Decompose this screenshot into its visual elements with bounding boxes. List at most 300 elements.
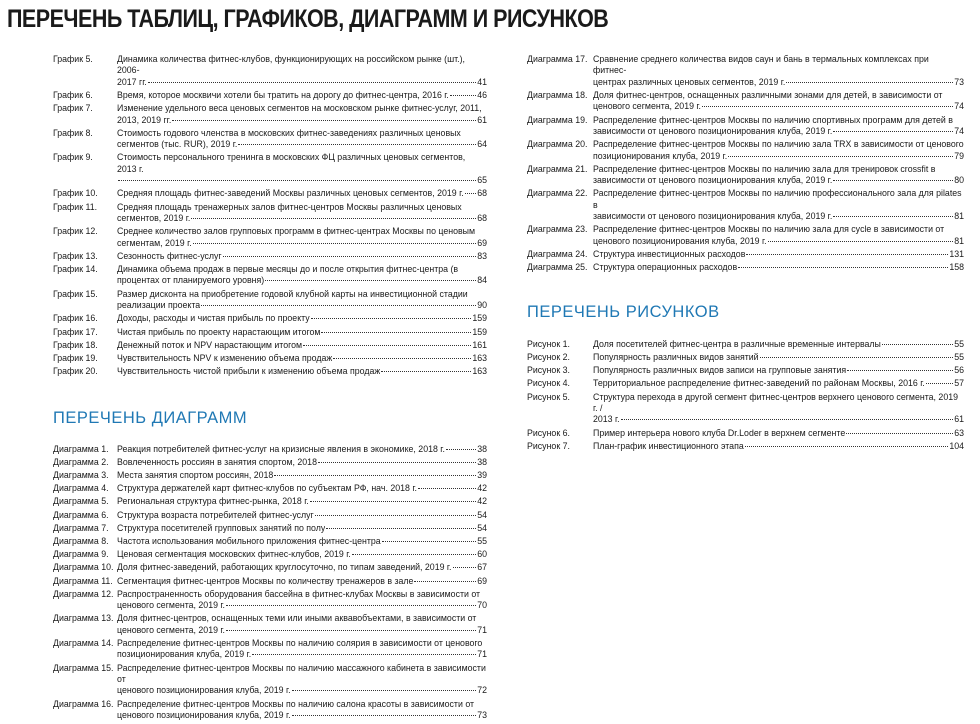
left-column (53, 54, 487, 723)
toc-entry[interactable] (53, 638, 487, 661)
entry-number: Диаграмма 13. (53, 613, 114, 624)
entry-number: График 11. (53, 201, 98, 212)
entry-body (117, 444, 487, 455)
entry-title-end (593, 428, 964, 439)
entry-title: Изменение удельного веса ценовых сегментов на московском рынке фитнес-услуг, 2011, (117, 103, 482, 114)
entry-body (117, 188, 487, 199)
page-number: 56 (954, 365, 964, 376)
entry-title-end (117, 483, 487, 494)
entry-title-tail: Чистая прибыль по проекту нарастающим итогом (117, 326, 321, 337)
dot-leader (191, 218, 476, 219)
entry-title-end (593, 126, 964, 137)
dot-leader (310, 501, 476, 502)
entry-title: Доля фитнес-центров, оснащенных различными зонами для детей, в зависимости от (593, 90, 943, 101)
entry-number: Диаграмма 21. (527, 163, 588, 174)
toc-entry[interactable] (53, 523, 487, 534)
entry-body (117, 103, 487, 126)
entry-body (117, 128, 487, 151)
entry-title-tail: План-график инвестиционного этапа (593, 440, 744, 451)
toc-entry[interactable] (527, 139, 964, 162)
toc-entry[interactable] (53, 663, 487, 697)
toc-entry[interactable] (53, 576, 487, 587)
toc-entry[interactable] (527, 262, 964, 273)
entry-body (117, 353, 487, 364)
page-number: 71 (477, 624, 487, 635)
entry-title-tail: Денежный поток и NPV нарастающим итогом (117, 339, 303, 350)
entry-title-end (117, 470, 487, 481)
toc-entry[interactable] (527, 224, 964, 247)
entry-title-tail: Места занятия спортом россиян, 2018 (117, 469, 274, 480)
toc-entry[interactable] (53, 226, 487, 249)
entry-title-end (117, 353, 487, 364)
toc-entry[interactable] (53, 562, 487, 573)
toc-entry[interactable] (53, 54, 487, 88)
entry-number: Диаграмма 12. (53, 588, 114, 599)
entry-title-tail: Региональная структура фитнес-рынка, 2018 г. (117, 496, 309, 507)
entry-title-tail: сегментов (тыс. RUR), 2019 г. (117, 139, 238, 150)
dot-leader (311, 318, 472, 319)
entry-title-tail: Вовлеченность россиян в занятия спортом, 2018 (117, 456, 317, 467)
entry-number: Рисунок 1. (527, 338, 570, 349)
toc-entry[interactable] (53, 152, 487, 186)
entry-body (593, 188, 964, 222)
dot-leader (926, 383, 953, 384)
entry-body (593, 428, 964, 439)
entry-number: Диаграмма 2. (53, 456, 109, 467)
toc-entry[interactable] (53, 699, 487, 722)
page-number: 70 (477, 600, 487, 611)
entry-number: Диаграмма 10. (53, 562, 114, 573)
entry-number: График 12. (53, 226, 98, 237)
entry-title-tail: Структура инвестиционных расходов (593, 249, 746, 260)
page-number: 68 (477, 213, 487, 224)
page-number: 39 (477, 469, 487, 480)
entry-title-tail: ценового сегмента, 2019 г. (117, 624, 226, 635)
dot-leader (621, 419, 954, 420)
entry-body (117, 366, 487, 377)
entry-title-end (593, 77, 964, 88)
entry-title: Распространенность оборудования бассейна в фитнес-клубах Москвы в зависимости от (117, 588, 481, 599)
entry-title-tail: Частота использования мобильного приложения фитнес-центра (117, 535, 381, 546)
toc-entry[interactable] (53, 470, 487, 481)
entry-title-tail: Чувствительность NPV к изменению объема продаж (117, 352, 333, 363)
entry-title: Динамика количества фитнес-клубов, функционирующих на российском рынке (шт.), 2006- (117, 54, 465, 76)
entry-title-tail: 2017 гг. (117, 76, 147, 87)
entry-title-tail: Популярность различных видов записи на групповые занятия (593, 365, 847, 376)
entry-body (117, 523, 487, 534)
page-number: 55 (954, 338, 964, 349)
page-title: ПЕРЕЧЕНЬ ТАБЛИЦ, ГРАФИКОВ, ДИАГРАММ И РИСУНКОВ (7, 5, 609, 33)
entry-number: График 14. (53, 264, 98, 275)
dot-leader (833, 131, 953, 132)
dot-leader (292, 715, 477, 716)
entry-title-tail: Ценовая сегментация московских фитнес-клубов, 2019 г. (117, 549, 351, 560)
entry-title-tail: ценового сегмента, 2019 г. (117, 600, 226, 611)
entry-body (117, 483, 487, 494)
entry-body (117, 202, 487, 225)
entry-number: График 7. (53, 103, 93, 114)
dot-leader (768, 241, 954, 242)
entry-title-end (593, 151, 964, 162)
entry-title-end (593, 352, 964, 363)
toc-entry[interactable] (53, 483, 487, 494)
entry-number: Диаграмма 6. (53, 509, 109, 520)
entry-body (593, 115, 964, 138)
toc-entry[interactable] (527, 392, 964, 426)
page-number: 79 (954, 150, 964, 161)
page-number: 84 (477, 275, 487, 286)
entry-body (117, 510, 487, 521)
entry-title-tail: Структура посетителей групповых занятий по полу (117, 522, 326, 533)
dot-leader (223, 256, 477, 257)
page-number: 163 (472, 366, 487, 377)
entry-title-end (117, 238, 487, 249)
entry-number: Диаграмма 4. (53, 483, 109, 494)
page-number: 74 (954, 101, 964, 112)
entry-title-end (117, 115, 487, 126)
page-number: 54 (477, 522, 487, 533)
entry-title-tail: реализации проекта (117, 300, 201, 311)
entry-title-end (117, 600, 487, 611)
entry-number: Диаграмма 7. (53, 522, 109, 533)
diagrams-heading: ПЕРЕЧЕНЬ ДИАГРАММ (53, 408, 248, 427)
dot-leader (382, 541, 477, 542)
entry-body (117, 457, 487, 468)
page-number: 104 (949, 440, 964, 451)
entry-title-tail: Реакция потребителей фитнес-услуг на кризисные явления в экономике, 2018 г. (117, 443, 445, 454)
dot-leader (333, 358, 471, 359)
page-number: 81 (954, 211, 964, 222)
page-number: 42 (477, 483, 487, 494)
entry-body (117, 264, 487, 287)
toc-entry[interactable] (527, 164, 964, 187)
page-number: 74 (954, 126, 964, 137)
entry-title-end (117, 444, 487, 455)
entry-number: График 17. (53, 326, 98, 337)
entry-title-tail: позиционирования клуба, 2019 г. (117, 649, 252, 660)
entry-title-end (117, 188, 487, 199)
entry-title-end (117, 685, 487, 696)
toc-entry[interactable] (53, 536, 487, 547)
entry-number: График 10. (53, 188, 98, 199)
entry-number: График 20. (53, 366, 98, 377)
entry-title-end (117, 90, 487, 101)
page-number: 73 (477, 710, 487, 720)
entry-number: Диаграмма 1. (53, 443, 109, 454)
entry-title-end (593, 441, 964, 452)
entry-body (117, 251, 487, 262)
toc-entry[interactable] (53, 613, 487, 636)
right-column (527, 54, 964, 454)
entry-number: Диаграмма 25. (527, 262, 588, 273)
entry-title-tail: 2013 г. (593, 414, 620, 425)
toc-entry[interactable] (527, 365, 964, 376)
entry-body (117, 470, 487, 481)
toc-entry[interactable] (53, 264, 487, 287)
entry-title-end (593, 262, 964, 273)
toc-entry[interactable] (53, 128, 487, 151)
page-number: 83 (477, 250, 487, 261)
entry-body (117, 638, 487, 661)
entry-title-end (117, 710, 487, 721)
dot-leader (418, 488, 476, 489)
entry-title-end (117, 313, 487, 324)
entry-title-tail: зависимости от ценового позиционирования клуба, 2019 г. (593, 175, 833, 186)
entry-title: Распределение фитнес-центров Москвы по наличию салона красоты в зависимости от (117, 698, 475, 709)
toc-entry[interactable] (527, 249, 964, 260)
dot-leader (446, 449, 476, 450)
entry-title-end (117, 77, 487, 88)
page-number: 55 (477, 535, 487, 546)
entry-body (593, 262, 964, 273)
entry-title-end (593, 101, 964, 112)
dot-leader (702, 106, 953, 107)
toc-entry[interactable] (53, 457, 487, 468)
entry-title-end (593, 339, 964, 350)
entry-title-end (117, 510, 487, 521)
entry-title-end (117, 536, 487, 547)
entry-number: Рисунок 7. (527, 440, 570, 451)
dot-leader (352, 554, 476, 555)
page-number: 72 (477, 685, 487, 696)
page-number: 163 (472, 352, 487, 363)
page-number: 61 (477, 114, 487, 125)
entry-title: Распределение фитнес-центров Москвы по наличию солярия в зависимости от ценового (117, 637, 483, 648)
dot-leader (786, 82, 953, 83)
entry-number: График 15. (53, 288, 98, 299)
entry-title-end (117, 251, 487, 262)
entry-title-end (117, 275, 487, 286)
entry-title-end (593, 414, 964, 425)
entry-title: Сравнение среднего количества видов саун и бань в термальных комплексах при фитнес- (593, 54, 929, 76)
entry-number: Диаграмма 20. (527, 139, 588, 150)
page-number: 57 (954, 378, 964, 389)
dot-leader (738, 267, 948, 268)
entry-title-end (117, 562, 487, 573)
pictures-list (527, 339, 964, 452)
toc-entry[interactable] (53, 353, 487, 364)
entry-title-tail: ценового позиционирования клуба, 2019 г. (593, 235, 767, 246)
entry-number: Рисунок 2. (527, 351, 570, 362)
dot-leader (303, 345, 471, 346)
entry-title-tail: ценового позиционирования клуба, 2019 г. (117, 685, 291, 696)
entry-title-tail: Структура возраста потребителей фитнес-услуг (117, 509, 314, 520)
entry-title-end (117, 549, 487, 560)
page-number: 61 (954, 414, 964, 425)
dot-leader (238, 144, 476, 145)
entry-number: График 9. (53, 152, 93, 163)
entry-number: Рисунок 5. (527, 391, 570, 402)
entry-body (593, 164, 964, 187)
entry-number: Диаграмма 23. (527, 224, 588, 235)
entry-body (117, 340, 487, 351)
toc-entry[interactable] (53, 90, 487, 101)
entry-title: Средняя площадь тренажерных залов фитнес-центров Москвы различных ценовых (117, 201, 462, 212)
entry-number: Диаграмма 3. (53, 469, 109, 480)
entry-number: Диаграмма 8. (53, 535, 109, 546)
graphs-list (53, 54, 487, 378)
entry-title-tail: ценового позиционирования клуба, 2019 г. (117, 710, 291, 720)
entry-title-tail: 2013, 2019 гг. (117, 114, 172, 125)
entry-title: Динамика объема продаж в первые месяцы до и после открытия фитнес-центра (в (117, 264, 459, 275)
entry-number: Рисунок 3. (527, 365, 570, 376)
toc-entry[interactable] (527, 90, 964, 113)
entry-title: Стоимость годового членства в московских фитнес-заведениях различных ценовых (117, 127, 461, 138)
page-number: 161 (472, 339, 487, 350)
toc-entry[interactable] (53, 188, 487, 199)
dot-leader (326, 528, 476, 529)
entry-body (117, 549, 487, 560)
dot-leader (321, 332, 471, 333)
entry-title: Стоимость персонального тренинга в московских ФЦ различных ценовых сегментов, 2013 г. (117, 152, 466, 174)
toc-entry[interactable] (527, 188, 964, 222)
dot-leader (465, 193, 477, 194)
entry-body (117, 90, 487, 101)
entry-body (593, 365, 964, 376)
entry-body (117, 589, 487, 612)
entry-title-tail: Доходы, расходы и чистая прибыль по проекту (117, 313, 310, 324)
entry-title-tail: Время, которое москвичи хотели бы тратить на дорогу до фитнес-центра, 2016 г. (117, 90, 449, 101)
entry-title-end (117, 213, 487, 224)
toc-entry[interactable] (527, 54, 964, 88)
entry-number: График 13. (53, 250, 98, 261)
entry-body (117, 663, 487, 697)
page-number: 46 (477, 90, 487, 101)
toc-entry[interactable] (527, 441, 964, 452)
entry-title-end (117, 139, 487, 150)
page-number: 158 (949, 262, 964, 273)
entry-title-end (117, 576, 487, 587)
entry-title-tail: сегментов, 2019 г. (117, 213, 191, 224)
entry-title-tail: Территориальное распределение фитнес-заведений по районам Москвы, 2016 г. (593, 378, 925, 389)
entry-body (593, 139, 964, 162)
toc-entry[interactable] (527, 339, 964, 350)
toc-entry[interactable] (53, 313, 487, 324)
toc-entry[interactable] (53, 289, 487, 312)
page-number: 69 (477, 237, 487, 248)
entry-title-tail: Структура держателей карт фитнес-клубов по субъектам РФ, нач. 2018 г. (117, 483, 417, 494)
page-number: 65 (477, 175, 487, 186)
entry-title-tail: позиционирования клуба, 2019 г. (593, 150, 728, 161)
page-number: 71 (477, 649, 487, 660)
dot-leader (847, 370, 953, 371)
entry-title-end (117, 457, 487, 468)
dot-leader (315, 515, 476, 516)
dot-leader (745, 446, 949, 447)
dot-leader (450, 95, 476, 96)
entry-number: Диаграмма 16. (53, 698, 114, 709)
entry-body (117, 313, 487, 324)
entry-title-end (593, 249, 964, 260)
entry-number: График 5. (53, 54, 93, 64)
toc-entry[interactable] (53, 510, 487, 521)
entry-body (117, 562, 487, 573)
dot-leader (381, 371, 471, 372)
toc-entry[interactable] (53, 327, 487, 338)
toc-entry[interactable] (53, 589, 487, 612)
toc-entry[interactable] (527, 378, 964, 389)
dot-leader (265, 280, 476, 281)
entry-title-end (593, 236, 964, 247)
dot-leader (414, 581, 476, 582)
toc-entry[interactable] (53, 549, 487, 560)
toc-entry[interactable] (53, 202, 487, 225)
dot-leader (226, 630, 476, 631)
entry-title-tail: центрах различных ценовых сегментов, 2019 г. (593, 76, 786, 87)
dot-leader (728, 156, 953, 157)
toc-entry[interactable] (527, 352, 964, 363)
entry-title: Размер дисконта на приобретение годовой клубной карты на инвестиционной стадии (117, 288, 468, 299)
entry-title: Распределение фитнес-центров Москвы по наличию массажного кабинета в зависимости от (117, 662, 486, 684)
entry-number: Диаграмма 24. (527, 249, 588, 260)
toc-entry[interactable] (53, 251, 487, 262)
page-number: 159 (472, 313, 487, 324)
entry-title: Распределение фитнес-центров Москвы по наличию спортивных программ для детей в (593, 114, 953, 125)
entry-body (593, 224, 964, 247)
dot-leader (760, 357, 954, 358)
dot-leader (172, 120, 476, 121)
toc-entry[interactable] (527, 428, 964, 439)
entry-body (593, 249, 964, 260)
entry-title: Доля фитнес-центров, оснащенных теми или иными аквавобъектами, в зависимости от (117, 613, 477, 624)
entry-title: Распределение фитнес-центров Москвы по наличию зала для тренировок crossfit в (593, 163, 936, 174)
entry-body (593, 90, 964, 113)
page-number: 64 (477, 139, 487, 150)
entry-number: Диаграмма 14. (53, 637, 114, 648)
entry-body (117, 226, 487, 249)
toc-entry[interactable] (53, 103, 487, 126)
entry-number: Рисунок 4. (527, 378, 570, 389)
page-number: 42 (477, 496, 487, 507)
page-number: 63 (954, 427, 964, 438)
entry-title-tail: Популярность различных видов занятий (593, 351, 759, 362)
entry-body (117, 699, 487, 722)
toc-entry[interactable] (53, 366, 487, 377)
entry-number: Рисунок 6. (527, 427, 570, 438)
entry-title-tail: ценового сегмента, 2019 г. (593, 101, 702, 112)
entry-title-end (593, 378, 964, 389)
dot-leader (846, 433, 953, 434)
entry-number: График 6. (53, 90, 93, 101)
entry-title-tail: процентах от планируемого уровня) (117, 275, 265, 286)
entry-number: Диаграмма 5. (53, 496, 109, 507)
entry-title-end (593, 211, 964, 222)
dot-leader (453, 567, 477, 568)
dot-leader (833, 180, 953, 181)
entry-title-tail: Чувствительность чистой прибыли к изменению объема продаж (117, 366, 381, 377)
dot-leader (882, 344, 953, 345)
page-number: 73 (954, 76, 964, 87)
entry-number: График 19. (53, 352, 98, 363)
toc-entry[interactable] (53, 444, 487, 455)
entry-body (593, 392, 964, 426)
entry-title-tail: Доля посетителей фитнес-центра в различные временные интервалы (593, 338, 881, 349)
entry-title-end (117, 625, 487, 636)
entry-number: Диаграмма 15. (53, 662, 114, 673)
entry-body (593, 352, 964, 363)
entry-body (593, 441, 964, 452)
dot-leader (148, 82, 476, 83)
entry-title: Распределение фитнес-центров Москвы по наличию зала TRX в зависимости от ценового (593, 139, 964, 150)
toc-entry[interactable] (527, 115, 964, 138)
entry-body (117, 576, 487, 587)
page-number: 60 (477, 549, 487, 560)
entry-title-end (117, 327, 487, 338)
entry-title-end (593, 365, 964, 376)
entry-body (117, 289, 487, 312)
toc-entry[interactable] (53, 496, 487, 507)
toc-entry[interactable] (53, 340, 487, 351)
